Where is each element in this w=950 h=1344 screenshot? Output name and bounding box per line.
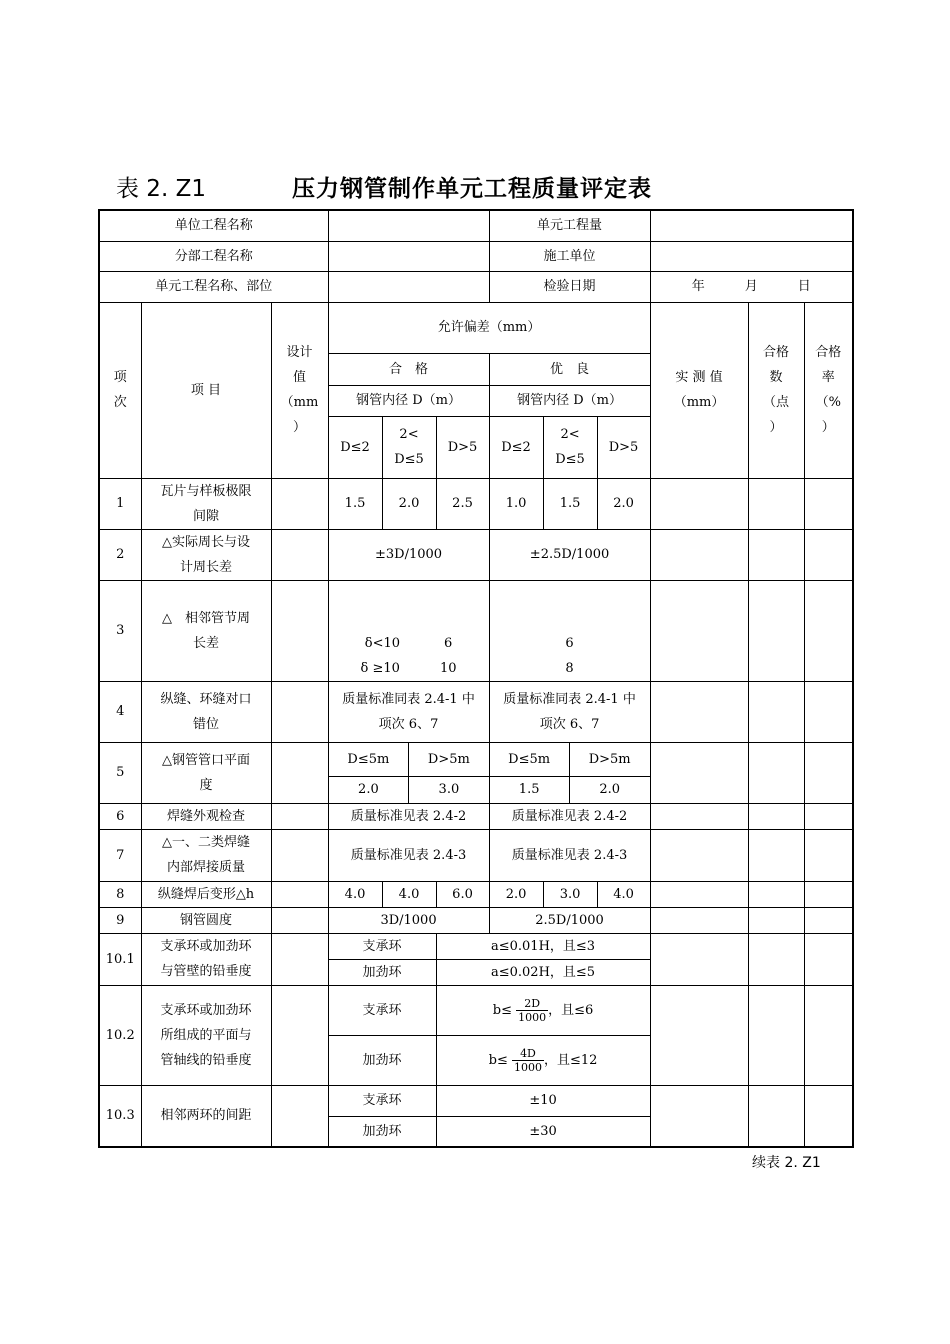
tolerance-subgrid bbox=[328, 742, 650, 803]
measured-cell[interactable] bbox=[650, 742, 748, 803]
tolerance-cell: 2.0 bbox=[597, 478, 650, 529]
design-value-cell[interactable] bbox=[271, 1085, 328, 1147]
unit-element-quantity-label: 单元工程量 bbox=[489, 210, 650, 241]
ring-type-label: 加劲环 bbox=[328, 1116, 436, 1147]
tolerance-cell: 4.0 bbox=[328, 881, 382, 907]
design-value-cell[interactable] bbox=[271, 881, 328, 907]
tolerance-cell: 6.0 bbox=[436, 881, 489, 907]
table-number: 表 2. Z1 bbox=[116, 176, 206, 202]
sub-project-name-label: 分部工程名称 bbox=[99, 241, 328, 271]
count-cell[interactable] bbox=[748, 742, 804, 803]
table-row bbox=[99, 829, 853, 881]
measured-cell[interactable] bbox=[650, 803, 748, 829]
row-item: 瓦片与样板极限 间隙 bbox=[141, 478, 271, 529]
header-row-element bbox=[99, 271, 853, 302]
col-excellent: 优 良 bbox=[489, 353, 650, 385]
table-row bbox=[99, 803, 853, 829]
count-cell[interactable] bbox=[748, 829, 804, 881]
design-value-cell[interactable] bbox=[271, 907, 328, 933]
measured-cell[interactable] bbox=[650, 580, 748, 681]
table-row bbox=[99, 933, 853, 959]
count-cell[interactable] bbox=[748, 580, 804, 681]
measured-cell[interactable] bbox=[650, 1085, 748, 1147]
tolerance-qualified: 质量标准见表 2.4-3 bbox=[328, 829, 489, 881]
tolerance-qualified: 质量标准见表 2.4-2 bbox=[328, 803, 489, 829]
design-value-cell[interactable] bbox=[271, 529, 328, 580]
measured-cell[interactable] bbox=[650, 829, 748, 881]
count-cell[interactable] bbox=[748, 907, 804, 933]
col-qualified-count: 合格 数 （点 ） bbox=[748, 302, 804, 478]
column-header-row-1 bbox=[99, 302, 853, 353]
design-value-cell[interactable] bbox=[271, 580, 328, 681]
row-no: 6 bbox=[99, 803, 141, 829]
row-item: 支承环或加劲环 与管壁的铅垂度 bbox=[141, 933, 271, 985]
count-cell[interactable] bbox=[748, 529, 804, 580]
tolerance-cell: 1.0 bbox=[489, 478, 543, 529]
ring-type-label: 加劲环 bbox=[328, 959, 436, 985]
col-item: 项 目 bbox=[141, 302, 271, 478]
row-no: 5 bbox=[99, 742, 141, 803]
row-item: 焊缝外观检查 bbox=[141, 803, 271, 829]
row-item: 纵缝焊后变形△h bbox=[141, 881, 271, 907]
col-diameter-qualified: 钢管内径 D（m） bbox=[328, 385, 489, 416]
header-row-sub-project bbox=[99, 241, 853, 271]
table-row bbox=[99, 529, 853, 580]
row-no: 4 bbox=[99, 681, 141, 742]
measured-cell[interactable] bbox=[650, 478, 748, 529]
ring-tolerance: a≤0.02H，且≤5 bbox=[436, 959, 650, 985]
col-e-d-le2: D≤2 bbox=[489, 416, 543, 478]
unit-project-name-label: 单位工程名称 bbox=[99, 210, 328, 241]
rate-cell[interactable] bbox=[804, 803, 853, 829]
ring-tolerance: ±10 bbox=[436, 1085, 650, 1116]
rate-cell[interactable] bbox=[804, 985, 853, 1085]
row-no: 7 bbox=[99, 829, 141, 881]
tolerance-cell: 4.0 bbox=[382, 881, 436, 907]
tolerance-cell: 1.5 bbox=[543, 478, 597, 529]
row-item: △实际周长与设 计周长差 bbox=[141, 529, 271, 580]
rate-cell[interactable] bbox=[804, 933, 853, 985]
row-no: 1 bbox=[99, 478, 141, 529]
subhead-q-d-le5m: D≤5m bbox=[329, 743, 409, 777]
ring-type-label: 支承环 bbox=[328, 985, 436, 1035]
row-no: 8 bbox=[99, 881, 141, 907]
quality-evaluation-table bbox=[98, 209, 854, 1148]
subhead-q-d-gt5m: D>5m bbox=[409, 743, 489, 777]
row-no: 3 bbox=[99, 580, 141, 681]
tolerance-excellent: 6 8 bbox=[489, 580, 650, 681]
tolerance-cell: 4.0 bbox=[597, 881, 650, 907]
col-q-d-gt5: D>5 bbox=[436, 416, 489, 478]
element-name-part-label: 单元工程名称、部位 bbox=[99, 271, 328, 302]
design-value-cell[interactable] bbox=[271, 681, 328, 742]
continuation-note: 续表 2. Z1 bbox=[752, 1155, 821, 1171]
tolerance-cell: 2.0 bbox=[599, 782, 620, 798]
inspection-date-label: 检验日期 bbox=[489, 271, 650, 302]
fraction: $\frac{2D}{1000}$ bbox=[518, 996, 547, 1024]
measured-cell[interactable] bbox=[650, 529, 748, 580]
count-cell[interactable] bbox=[748, 985, 804, 1085]
subhead-e-d-le5m: D≤5m bbox=[489, 743, 569, 777]
table-row bbox=[99, 907, 853, 933]
design-value-cell[interactable] bbox=[271, 478, 328, 529]
measured-cell[interactable] bbox=[650, 881, 748, 907]
header-row-unit-project bbox=[99, 210, 853, 241]
ring-tolerance: ±30 bbox=[436, 1116, 650, 1147]
count-cell[interactable] bbox=[748, 681, 804, 742]
design-value-cell[interactable] bbox=[271, 742, 328, 803]
ring-tolerance: b≤ $\frac{2D}{1000}$ ，且≤6 bbox=[436, 985, 650, 1035]
tolerance-cell: 2.0 bbox=[489, 881, 543, 907]
table-row bbox=[99, 478, 853, 529]
tolerance-cell: 1.5 bbox=[328, 478, 382, 529]
sub-project-name-value[interactable] bbox=[328, 241, 489, 271]
rate-cell[interactable] bbox=[804, 881, 853, 907]
col-diameter-excellent: 钢管内径 D（m） bbox=[489, 385, 650, 416]
rate-cell[interactable] bbox=[804, 742, 853, 803]
row-no: 9 bbox=[99, 907, 141, 933]
col-q-d-le2: D≤2 bbox=[328, 416, 382, 478]
count-cell[interactable] bbox=[748, 803, 804, 829]
ring-type-label: 加劲环 bbox=[328, 1035, 436, 1085]
col-item-no: 项 次 bbox=[99, 302, 141, 478]
subhead-e-d-gt5m: D>5m bbox=[569, 743, 649, 777]
row-no: 2 bbox=[99, 529, 141, 580]
tolerance-cell: 3.0 bbox=[409, 777, 489, 803]
col-e-d-mid: 2< D≤5 bbox=[543, 416, 597, 478]
ring-type-label: 支承环 bbox=[328, 1085, 436, 1116]
tolerance-excellent: ±2.5D/1000 bbox=[489, 529, 650, 580]
inspection-date-value[interactable] bbox=[650, 271, 853, 302]
construction-unit-value[interactable] bbox=[650, 241, 853, 271]
rate-cell[interactable] bbox=[804, 580, 853, 681]
row-no: 10.2 bbox=[99, 985, 141, 1085]
col-q-d-mid: 2< D≤5 bbox=[382, 416, 436, 478]
col-measured: 实 测 值 （mm） bbox=[650, 302, 748, 478]
count-cell[interactable] bbox=[748, 1085, 804, 1147]
rate-cell[interactable] bbox=[804, 907, 853, 933]
count-cell[interactable] bbox=[748, 881, 804, 907]
measured-cell[interactable] bbox=[650, 985, 748, 1085]
tolerance-excellent: 2.5D/1000 bbox=[489, 907, 650, 933]
tolerance-cell: 3.0 bbox=[543, 881, 597, 907]
design-value-cell[interactable] bbox=[271, 803, 328, 829]
rate-cell[interactable] bbox=[804, 829, 853, 881]
row-no: 10.1 bbox=[99, 933, 141, 985]
tolerance-cell: 2.0 bbox=[329, 777, 409, 803]
ring-tolerance: b≤ $\frac{4D}{1000}$ ，且≤12 bbox=[436, 1035, 650, 1085]
rate-cell[interactable] bbox=[804, 1085, 853, 1147]
row-item: △钢管管口平面 度 bbox=[141, 742, 271, 803]
tolerance-excellent: 质量标准见表 2.4-2 bbox=[489, 803, 650, 829]
unit-project-name-value[interactable] bbox=[328, 210, 489, 241]
table-row bbox=[99, 881, 853, 907]
element-name-part-value[interactable] bbox=[328, 271, 489, 302]
col-tolerance: 允许偏差（mm） bbox=[328, 302, 650, 353]
table-row bbox=[99, 580, 853, 681]
row-item: 纵缝、环缝对口 错位 bbox=[141, 681, 271, 742]
page-title: 压力钢管制作单元工程质量评定表 bbox=[292, 176, 652, 202]
row-item: 支承环或加劲环 所组成的平面与 管轴线的铅垂度 bbox=[141, 985, 271, 1085]
tolerance-qualified: δ<10 6 δ ≥10 10 bbox=[328, 580, 489, 681]
rate-cell[interactable] bbox=[804, 478, 853, 529]
col-qualified: 合 格 bbox=[328, 353, 489, 385]
tolerance-qualified: 质量标准同表 2.4-1 中 项次 6、7 bbox=[328, 681, 489, 742]
tolerance-excellent: 质量标准同表 2.4-1 中 项次 6、7 bbox=[489, 681, 650, 742]
table-row bbox=[99, 985, 853, 1035]
rate-cell[interactable] bbox=[804, 529, 853, 580]
rate-cell[interactable] bbox=[804, 681, 853, 742]
measured-cell[interactable] bbox=[650, 907, 748, 933]
measured-cell[interactable] bbox=[650, 933, 748, 985]
tolerance-excellent: 质量标准见表 2.4-3 bbox=[489, 829, 650, 881]
date-day: 日 bbox=[797, 279, 811, 294]
table-row bbox=[99, 1085, 853, 1116]
col-qualified-rate: 合格 率 （% ） bbox=[804, 302, 853, 478]
design-value-cell[interactable] bbox=[271, 985, 328, 1085]
tolerance-cell: 2.5 bbox=[436, 478, 489, 529]
count-cell[interactable] bbox=[748, 933, 804, 985]
fraction: $\frac{4D}{1000}$ bbox=[513, 1046, 542, 1074]
row-item: 相邻两环的间距 bbox=[141, 1085, 271, 1147]
ring-tolerance: a≤0.01H，且≤3 bbox=[436, 933, 650, 959]
col-design-value: 设计 值 （mm ） bbox=[271, 302, 328, 478]
count-cell[interactable] bbox=[748, 478, 804, 529]
ring-type-label: 支承环 bbox=[328, 933, 436, 959]
date-year: 年 bbox=[691, 279, 705, 294]
construction-unit-label: 施工单位 bbox=[489, 241, 650, 271]
tolerance-cell: 1.5 bbox=[489, 777, 569, 803]
row-no: 10.3 bbox=[99, 1085, 141, 1147]
date-month: 月 bbox=[744, 279, 758, 294]
measured-cell[interactable] bbox=[650, 681, 748, 742]
tolerance-cell: 2.0 bbox=[382, 478, 436, 529]
row-item: 钢管圆度 bbox=[141, 907, 271, 933]
tolerance-qualified: 3D/1000 bbox=[328, 907, 489, 933]
design-value-cell[interactable] bbox=[271, 829, 328, 881]
design-value-cell[interactable] bbox=[271, 933, 328, 985]
tolerance-qualified: ±3D/1000 bbox=[328, 529, 489, 580]
table-row bbox=[99, 681, 853, 742]
col-e-d-gt5: D>5 bbox=[597, 416, 650, 478]
row-item: △一、二类焊缝 内部焊接质量 bbox=[141, 829, 271, 881]
row-item: △ 相邻管节周 长差 bbox=[141, 580, 271, 681]
unit-element-quantity-value[interactable] bbox=[650, 210, 853, 241]
table-row bbox=[99, 742, 853, 803]
